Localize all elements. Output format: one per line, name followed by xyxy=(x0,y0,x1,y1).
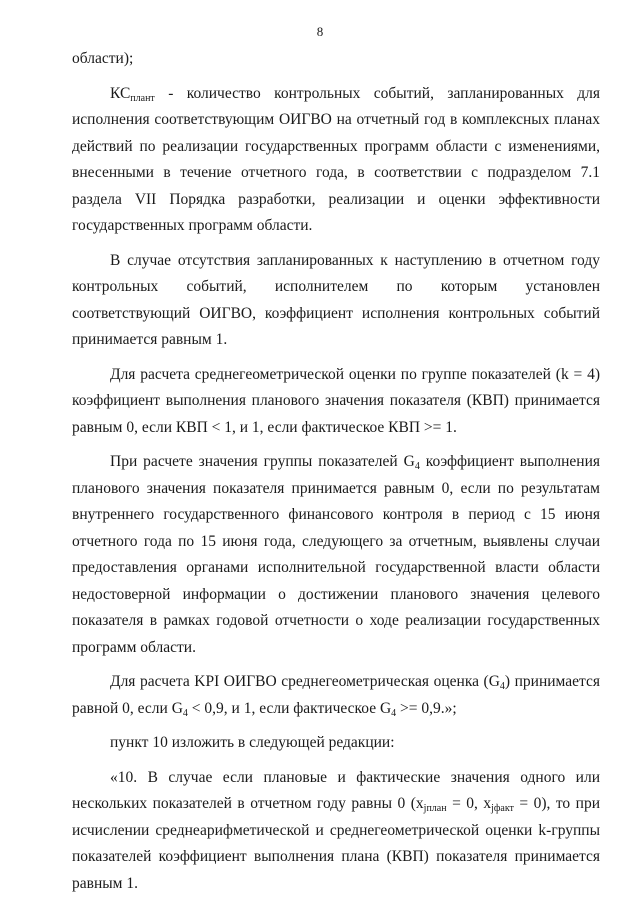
paragraph-kpi-rule: Для расчета KPI ОИГВО среднегеометрическая оценка $(G_4)$ принимается равной 0, если $G_4 < 0,9$, и 1, если фактическое $G_4 >= 0,9$.»; xyxy=(72,673,600,719)
ks-subscript: плант xyxy=(130,92,155,104)
paragraph-amendment-intro: пункт 10 изложить в следующей редакции: xyxy=(110,734,395,751)
paragraph-geometric-mean-rule: Для расчета среднегеометрической оценки по группе показателей (k = 4) коэффициент выполнения планового значения показателя (КВП) принимается равным 0, если КВП < 1, и 1, если фактическое КВП >= 1. xyxy=(72,365,600,436)
paragraph-continuation: области); xyxy=(72,50,134,67)
paragraph-no-control-events: В случае отсутствия запланированных к наступлению в отчетном году контрольных событий, исполнителем по которым установлен соответствующий ОИГВО, коэффициент исполнения контрольных событий принимается равным 1. xyxy=(72,251,600,348)
document-body xyxy=(72,46,600,905)
paragraph-group-g4: При расчете значения группы показателей $G_4$ коэффициент выполнения планового значения показателя принимается равным 0, если по результатам внутреннего государственного финансового контроля в период с 15 июня отчетного года по 15 июня года, следующего за отчетным, выявлены случаи предоставления органами исполнительной государственной власти области недостоверной информации о достижении планового значения целевого показателя в рамках годовой отчетности о ходе реализации государственных программ области. xyxy=(72,453,601,656)
paragraph-ks-definition: $КС_{плант}$ - количество контрольных событий, запланированных для исполнения соответствующим ОИГВО на отчетный год в комплексных планах действий по реализации государственных программ области с изменениями, внесенными в течение отчетного года, в соответствии с подразделом 7.1 раздела VII Порядка разработки, реализации и оценки эффективности государственных программ области. xyxy=(72,84,600,234)
page-number: 8 xyxy=(316,24,324,39)
paragraph-item-10: «10. В случае если плановые и фактические значения одного или нескольких показателей в отчетном году равны 0 ($x_{jплан} = 0$, $x_{jфакт} = 0$), то при исчислении среднеарифметической и среднегеометрической оценки k-группы показателей коэффициент выполнения плана (КВП) показателя принимается равным 1. xyxy=(72,768,600,892)
ks-symbol: КС xyxy=(110,84,131,102)
